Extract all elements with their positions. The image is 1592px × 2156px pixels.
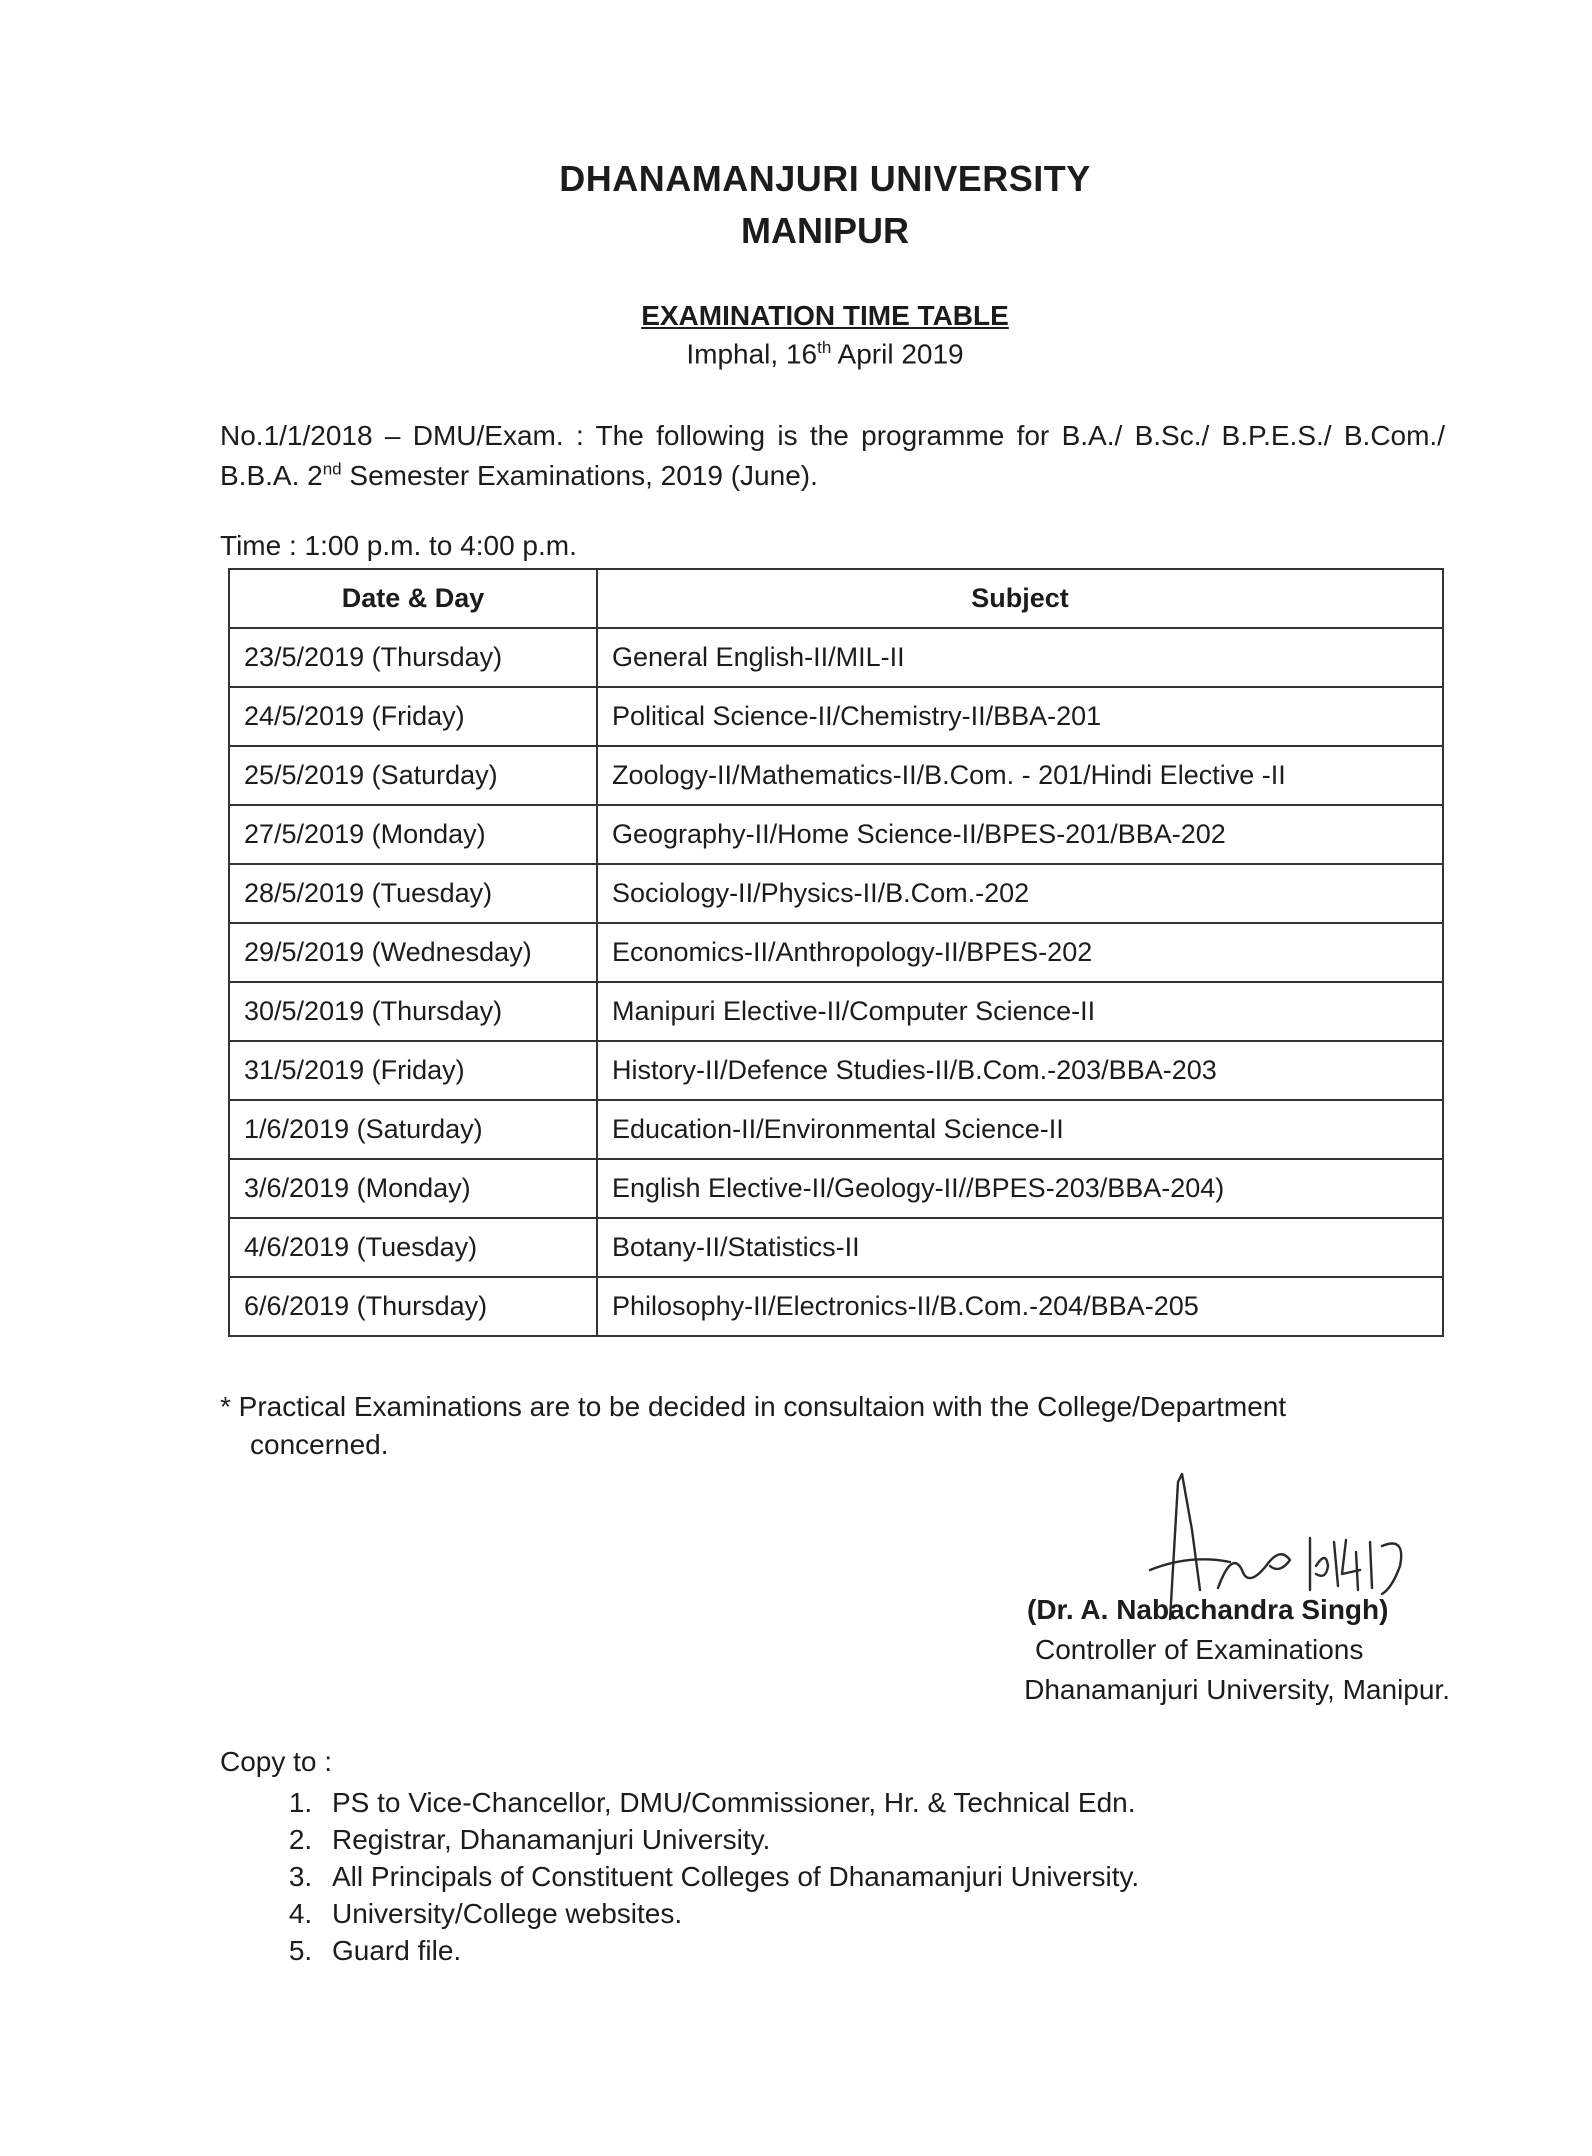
table-row [229, 1277, 1443, 1336]
column-header-subject: Subject [597, 569, 1443, 628]
university-name: DHANAMANJURI UNIVERSITY [559, 158, 1091, 199]
date-cell: 30/5/2019 (Thursday) [229, 982, 597, 1041]
copy-to-label: Copy to : [220, 1746, 333, 1777]
exam-schedule-table [228, 568, 1444, 1337]
date-cell: 29/5/2019 (Wednesday) [229, 923, 597, 982]
exam-time: Time : 1:00 p.m. to 4:00 p.m. [220, 530, 577, 561]
subject-cell: Education-II/Environmental Science-II [597, 1100, 1443, 1159]
signatory-name: (Dr. A. Nabachandra Singh) [1027, 1594, 1389, 1625]
date-cell: 24/5/2019 (Friday) [229, 687, 597, 746]
notice-ordinal: nd [322, 459, 342, 479]
table-row [229, 864, 1443, 923]
place-date-ordinal: th [817, 338, 832, 357]
table-row [229, 1041, 1443, 1100]
table-row [229, 687, 1443, 746]
document-title: EXAMINATION TIME TABLE [641, 300, 1009, 331]
list-item: 3. All Principals of Constituent Colleges of Dhanamanjuri University. [320, 1858, 1139, 1895]
state-name: MANIPUR [741, 210, 909, 251]
list-item: 1. PS to Vice-Chancellor, DMU/Commissioner, Hr. & Technical Edn. [320, 1784, 1139, 1821]
subject-cell: Economics-II/Anthropology-II/BPES-202 [597, 923, 1443, 982]
notice-paragraph [220, 416, 1445, 496]
table-header-row [229, 569, 1443, 628]
notice-text-part1: No.1/1/2018 – DMU/Exam. : The following is the programme for B.A./ B.Sc./ B.P.E.S./ B.Com./ B.B.A. 2 [220, 420, 1445, 491]
place-date-prefix: Imphal, 16 [686, 338, 818, 370]
subject-cell: Geography-II/Home Science-II/BPES-201/BBA-202 [597, 805, 1443, 864]
date-cell: 1/6/2019 (Saturday) [229, 1100, 597, 1159]
date-cell: 31/5/2019 (Friday) [229, 1041, 597, 1100]
date-cell: 3/6/2019 (Monday) [229, 1159, 597, 1218]
notice-text-part2: Semester Examinations, 2019 (June). [341, 460, 818, 491]
list-item: 5. Guard file. [320, 1932, 1139, 1969]
date-cell: 23/5/2019 (Thursday) [229, 628, 597, 687]
date-cell: 25/5/2019 (Saturday) [229, 746, 597, 805]
table-row [229, 1218, 1443, 1277]
subject-cell: General English-II/MIL-II [597, 628, 1443, 687]
signatory-organization: Dhanamanjuri University, Manipur. [1024, 1674, 1450, 1705]
date-cell: 28/5/2019 (Tuesday) [229, 864, 597, 923]
subject-cell: Philosophy-II/Electronics-II/B.Com.-204/BBA-205 [597, 1277, 1443, 1336]
subject-cell: Political Science-II/Chemistry-II/BBA-201 [597, 687, 1443, 746]
table-row [229, 982, 1443, 1041]
list-item: 2. Registrar, Dhanamanjuri University. [320, 1821, 1139, 1858]
subject-cell: Zoology-II/Mathematics-II/B.Com. - 201/Hindi Elective -II [597, 746, 1443, 805]
subject-cell: Sociology-II/Physics-II/B.Com.-202 [597, 864, 1443, 923]
subject-cell: Manipuri Elective-II/Computer Science-II [597, 982, 1443, 1041]
table-row [229, 746, 1443, 805]
place-date-suffix: April 2019 [831, 338, 964, 370]
table-row [229, 805, 1443, 864]
table-row [229, 628, 1443, 687]
place-date [0, 338, 1592, 370]
subject-cell: History-II/Defence Studies-II/B.Com.-203/BBA-203 [597, 1041, 1443, 1100]
copy-to-list [220, 1784, 1139, 1969]
date-cell: 27/5/2019 (Monday) [229, 805, 597, 864]
date-cell: 4/6/2019 (Tuesday) [229, 1218, 597, 1277]
table-row [229, 1159, 1443, 1218]
footnote-line-2: concerned. [250, 1429, 389, 1460]
date-cell: 6/6/2019 (Thursday) [229, 1277, 597, 1336]
signatory-block [900, 1590, 1450, 1710]
table-row [229, 923, 1443, 982]
subject-cell: English Elective-II/Geology-II//BPES-203/BBA-204) [597, 1159, 1443, 1218]
practical-exam-footnote [220, 1388, 1430, 1464]
footnote-line-1: * Practical Examinations are to be decided in consultaion with the College/Department [220, 1391, 1287, 1422]
subject-cell: Botany-II/Statistics-II [597, 1218, 1443, 1277]
column-header-date: Date & Day [229, 569, 597, 628]
signatory-title: Controller of Examinations [1035, 1634, 1364, 1665]
table-row [229, 1100, 1443, 1159]
list-item: 4. University/College websites. [320, 1895, 1139, 1932]
